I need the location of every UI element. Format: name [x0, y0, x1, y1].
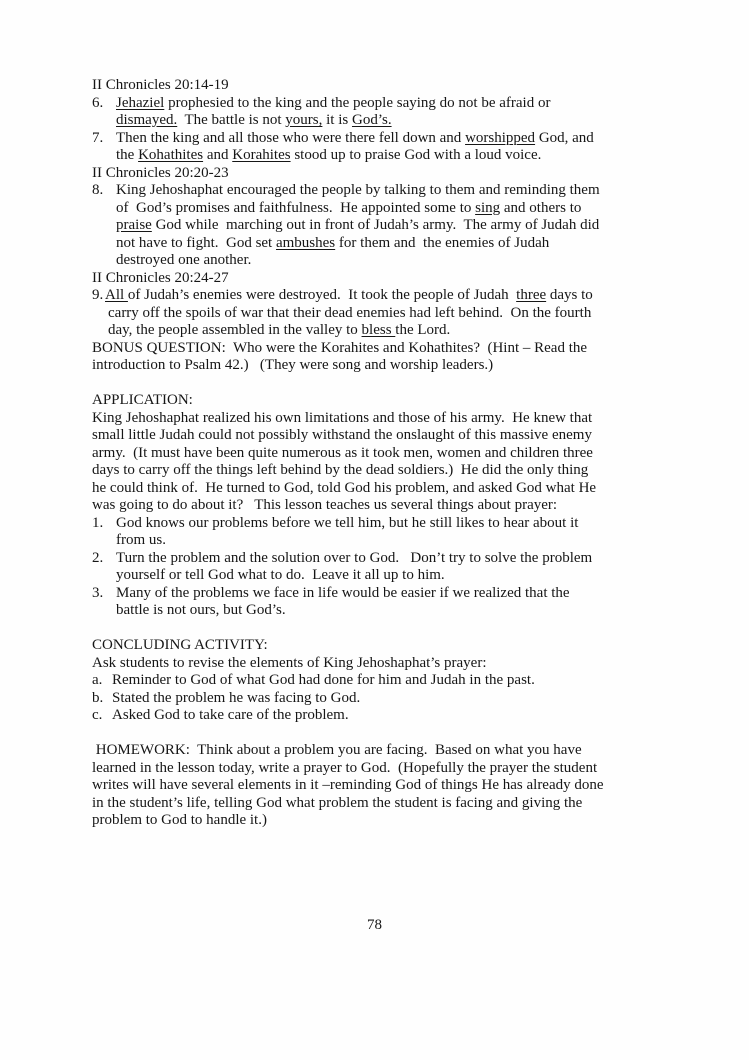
blank-line: [92, 725, 684, 743]
list-marker: a.: [92, 672, 103, 688]
text-line: [92, 200, 684, 218]
underlined-text: praise: [116, 217, 152, 233]
text-line: [92, 287, 684, 305]
text-line: BONUS QUESTION: Who were the Korahites and Kohathites? (Hint – Read the: [92, 339, 588, 356]
text-segment: Stated the problem he was facing to God.: [112, 689, 361, 706]
text-line: [92, 147, 684, 165]
scripture-reference: [92, 77, 684, 95]
text-segment: prophesied to the king and the people saying do not be afraid or: [164, 94, 551, 111]
text-line: days to carry off the things left behind by the dead soldiers.) He did the only thing: [92, 462, 589, 478]
text-line: [92, 182, 684, 200]
text-line: II Chronicles 20:20-23: [92, 164, 229, 181]
text-line: [92, 567, 684, 585]
list-marker: 7.: [92, 129, 104, 146]
text-segment: The battle is not: [177, 112, 286, 128]
blank-line: [92, 375, 684, 393]
bonus-question: [92, 340, 684, 375]
underlined-text: yours,: [285, 112, 323, 128]
list-item: [92, 585, 684, 620]
scripture-reference: [92, 270, 684, 288]
text-segment: Reminder to God of what God had done for him and Judah in the past.: [112, 672, 535, 688]
list-item: [92, 287, 684, 340]
document-content: [92, 77, 684, 830]
text-line: [92, 252, 684, 270]
list-item: [92, 550, 684, 585]
text-line: [92, 305, 684, 323]
text-line: [92, 112, 684, 130]
text-line: [92, 235, 684, 253]
text-segment: carry off the spoils of war that their dead enemies had left behind. On the fourth: [108, 304, 592, 321]
text-segment: God knows our problems before we tell him, but he still likes to hear about it: [116, 514, 579, 531]
text-line: was going to do about it? This lesson teaches us several things about prayer:: [92, 497, 558, 513]
text-line: II Chronicles 20:14-19: [92, 77, 229, 93]
underlined-text: God’s.: [351, 112, 392, 128]
text-segment: the Lord.: [395, 322, 451, 338]
text-segment: battle is not ours, but God’s.: [116, 602, 286, 618]
text-line: [92, 130, 684, 148]
text-line: APPLICATION:: [92, 392, 193, 408]
underlined-text: dismayed.: [116, 112, 178, 128]
list-marker: 6.: [92, 94, 104, 111]
application-paragraph: [92, 410, 684, 515]
text-segment: Turn the problem and the solution over to God. Don’t try to solve the problem: [116, 549, 593, 566]
list-marker: 9.: [92, 287, 104, 303]
text-line: problem to God to handle it.): [92, 812, 267, 828]
text-line: [92, 95, 684, 113]
underlined-text: three: [516, 287, 547, 303]
text-line: [92, 515, 684, 533]
text-line: introduction to Psalm 42.) (They were song and worship leaders.): [92, 357, 494, 373]
list-item: [92, 130, 684, 165]
text-segment: from us.: [116, 532, 166, 548]
list-item: [92, 95, 684, 130]
text-line: [92, 672, 684, 690]
text-line: King Jehoshaphat realized his own limitations and those of his army. He knew that: [92, 409, 593, 426]
list-item: [92, 672, 684, 690]
text-segment: days to: [546, 287, 593, 303]
text-segment: the: [116, 147, 139, 163]
list-item: [92, 690, 684, 708]
underlined-text: bless: [361, 322, 396, 338]
text-line: II Chronicles 20:24-27: [92, 269, 229, 286]
list-item: [92, 182, 684, 270]
text-line: CONCLUDING ACTIVITY:: [92, 637, 268, 653]
concluding-activity-intro: [92, 655, 684, 673]
text-line: [92, 690, 684, 708]
text-segment: not have to fight. God set: [116, 234, 276, 251]
text-segment: stood up to praise God with a loud voice.: [290, 147, 542, 163]
text-line: [92, 550, 684, 568]
underlined-text: Korahites: [232, 147, 291, 163]
text-line: small little Judah could not possibly withstand the onslaught of this massive enemy: [92, 427, 592, 443]
list-marker: c.: [92, 707, 103, 723]
text-line: [92, 532, 684, 550]
list-item: [92, 515, 684, 550]
text-line: writes will have several elements in it –reminding God of things He has already done: [92, 777, 604, 793]
list-marker: 2.: [92, 549, 104, 566]
list-marker: b.: [92, 689, 104, 706]
underlined-text: Jehaziel: [116, 94, 165, 111]
text-line: army. (It must have been quite numerous as it took men, women and children three: [92, 444, 593, 461]
blank-line: [92, 620, 684, 638]
text-segment: Asked God to take care of the problem.: [112, 707, 349, 723]
text-line: HOMEWORK: Think about a problem you are facing. Based on what you have: [92, 742, 582, 758]
text-segment: God while marching out in front of Judah’s army. The army of Judah did: [151, 217, 600, 233]
text-segment: and others to: [500, 199, 582, 216]
text-line: in the student’s life, telling God what problem the student is facing and giving the: [92, 794, 583, 811]
text-segment: Many of the problems we face in life would be easier if we realized that the: [116, 584, 570, 601]
list-marker: 8.: [92, 182, 104, 198]
text-segment: of Judah’s enemies were destroyed. It took the people of Judah: [127, 287, 517, 303]
text-segment: of God’s promises and faithfulness. He appointed some to: [116, 199, 476, 216]
text-line: learned in the lesson today, write a prayer to God. (Hopefully the prayer the student: [92, 759, 598, 776]
text-line: [92, 707, 684, 725]
application-heading: [92, 392, 684, 410]
list-marker: 1.: [92, 514, 104, 531]
page-number: 78: [367, 917, 382, 933]
underlined-text: ambushes: [275, 234, 336, 251]
text-segment: it is: [322, 112, 352, 128]
text-line: [92, 322, 684, 340]
text-segment: yourself or tell God what to do. Leave it all up to him.: [116, 567, 445, 583]
text-line: Ask students to revise the elements of King Jehoshaphat’s prayer:: [92, 654, 487, 671]
text-segment: destroyed one another.: [116, 252, 252, 268]
list-item: [92, 707, 684, 725]
homework-paragraph: [92, 742, 684, 830]
text-line: [92, 602, 684, 620]
text-line: [92, 585, 684, 603]
text-line: he could think of. He turned to God, told God his problem, and asked God what He: [92, 479, 597, 496]
underlined-text: Kohathites: [138, 147, 204, 163]
concluding-activity-heading: [92, 637, 684, 655]
underlined-text: All: [105, 287, 128, 303]
text-segment: and: [203, 147, 233, 163]
text-segment: day, the people assembled in the valley to: [108, 322, 362, 338]
text-segment: Then the king and all those who were there fell down and: [116, 129, 466, 146]
scripture-reference: [92, 165, 684, 183]
text-segment: for them and the enemies of Judah: [335, 234, 550, 251]
text-segment: God, and: [535, 129, 594, 146]
text-segment: King Jehoshaphat encouraged the people by talking to them and reminding them: [116, 182, 600, 198]
underlined-text: sing: [475, 199, 501, 216]
text-line: [92, 217, 684, 235]
list-marker: 3.: [92, 584, 104, 601]
underlined-text: worshipped: [465, 129, 536, 146]
